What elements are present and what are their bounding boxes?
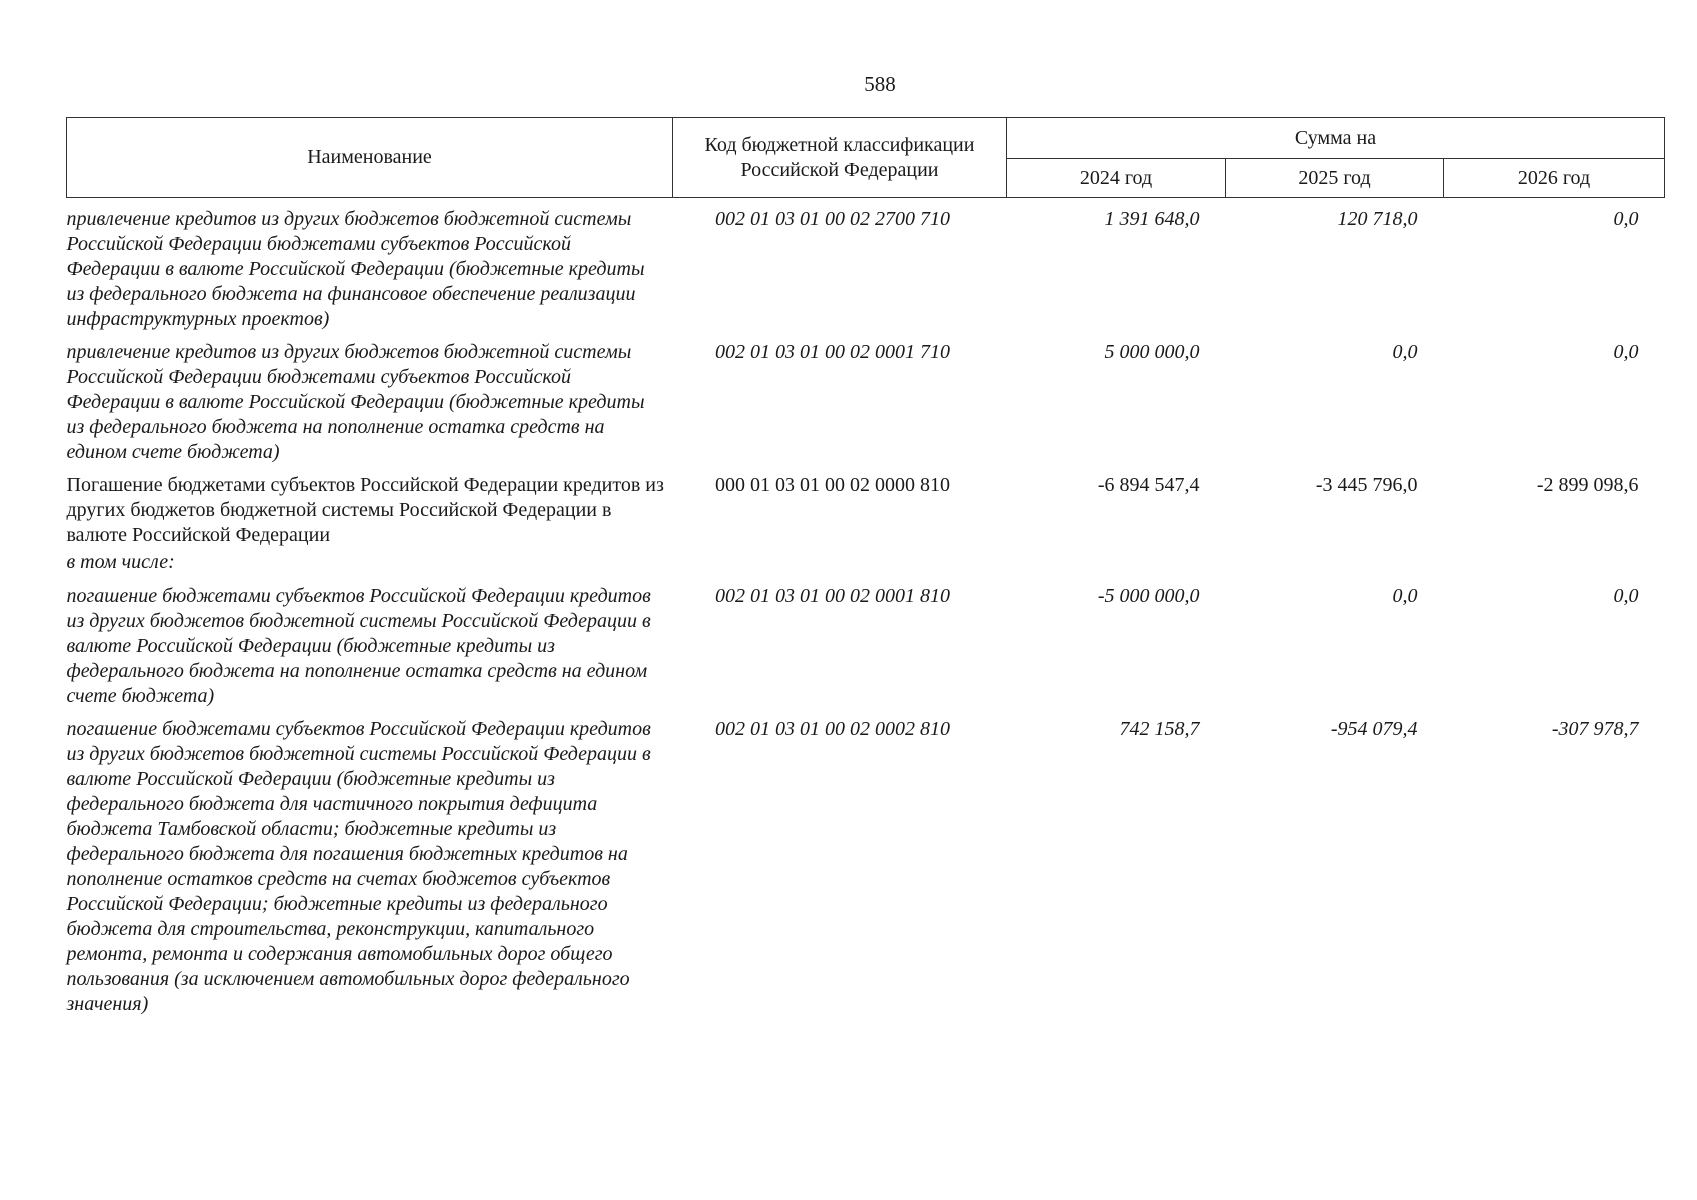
- row-value-2026: -307 978,7: [1551, 718, 1639, 740]
- table-row: [67, 717, 1665, 1017]
- row-value-2026: 0,0: [1613, 208, 1639, 230]
- row-name: привлечение кредитов из других бюджетов бюджетной системы Российской Федерации бюджетами субъектов Российской Федерации в валюте Российской Федерации (бюджетные кредиты из федерального бюджета на пополнение остатка средств на едином счете бюджета): [66, 341, 645, 463]
- budget-table: [66, 117, 1665, 1017]
- header-sum-group: Сумма на: [1007, 118, 1665, 159]
- row-value-2025: 120 718,0: [1337, 208, 1418, 230]
- row-code: 002 01 03 01 00 02 0001 710: [715, 341, 950, 363]
- row-value-2026: 0,0: [1613, 585, 1639, 607]
- row-value-2026: -2 899 098,6: [1536, 474, 1639, 496]
- row-value-2025: 0,0: [1392, 341, 1418, 363]
- table-row: [67, 548, 1665, 584]
- row-value-2024: 1 391 648,0: [1104, 208, 1200, 230]
- row-value-2025: 0,0: [1392, 585, 1418, 607]
- row-code: 002 01 03 01 00 02 2700 710: [715, 208, 950, 230]
- row-value-2024: -6 894 547,4: [1097, 474, 1200, 496]
- table-row: [67, 584, 1665, 717]
- table-header: [67, 118, 1665, 198]
- table-row: [67, 340, 1665, 473]
- table-row: [67, 198, 1665, 341]
- row-name: Погашение бюджетами субъектов Российской Федерации кредитов из других бюджетов бюджетной системы Российской Федерации в валюте Российской Федерации: [66, 474, 664, 546]
- table-body: [67, 198, 1665, 1018]
- header-year-2024: 2024 год: [1007, 159, 1226, 198]
- row-note: в том числе:: [66, 551, 175, 573]
- budget-table-container: [66, 117, 1664, 1017]
- table-row: [67, 473, 1665, 548]
- row-code: 002 01 03 01 00 02 0002 810: [715, 718, 950, 740]
- row-value-2024: 742 158,7: [1119, 718, 1200, 740]
- header-code: Код бюджетной классификации Российской Федерации: [673, 118, 1007, 198]
- header-name: Наименование: [67, 118, 673, 198]
- row-value-2026: 0,0: [1613, 341, 1639, 363]
- row-value-2025: -3 445 796,0: [1315, 474, 1418, 496]
- header-year-2026: 2026 год: [1444, 159, 1665, 198]
- row-name: привлечение кредитов из других бюджетов бюджетной системы Российской Федерации бюджетами субъектов Российской Федерации в валюте Российской Федерации (бюджетные кредиты из федерального бюджета на финансовое обеспечение реализации инфраструктурных проектов): [66, 208, 645, 330]
- page-number: 588: [864, 72, 896, 96]
- row-code: 000 01 03 01 00 02 0000 810: [715, 474, 950, 496]
- header-year-2025: 2025 год: [1226, 159, 1444, 198]
- row-code: 002 01 03 01 00 02 0001 810: [715, 585, 950, 607]
- row-value-2025: -954 079,4: [1330, 718, 1418, 740]
- row-value-2024: 5 000 000,0: [1104, 341, 1200, 363]
- row-name: погашение бюджетами субъектов Российской Федерации кредитов из других бюджетов бюджетной системы Российской Федерации в валюте Российской Федерации (бюджетные кредиты из федерального бюджета на пополнение остатка средств на едином счете бюджета): [66, 585, 651, 707]
- row-name: погашение бюджетами субъектов Российской Федерации кредитов из других бюджетов бюджетной системы Российской Федерации в валюте Российской Федерации (бюджетные кредиты из федерального бюджета для частичного покрытия дефицита бюджета Тамбовской области; бюджетные кредиты из федерального бюджета для погашения бюджетных кредитов на пополнение остатков средств на счетах бюджетов субъектов Российской Федерации; бюджетные кредиты из федерального бюджета для строительства, реконструкции, капитального ремонта, ремонта и содержания автомобильных дорог общего пользования (за исключением автомобильных дорог федерального значения): [66, 718, 651, 1015]
- row-value-2024: -5 000 000,0: [1097, 585, 1200, 607]
